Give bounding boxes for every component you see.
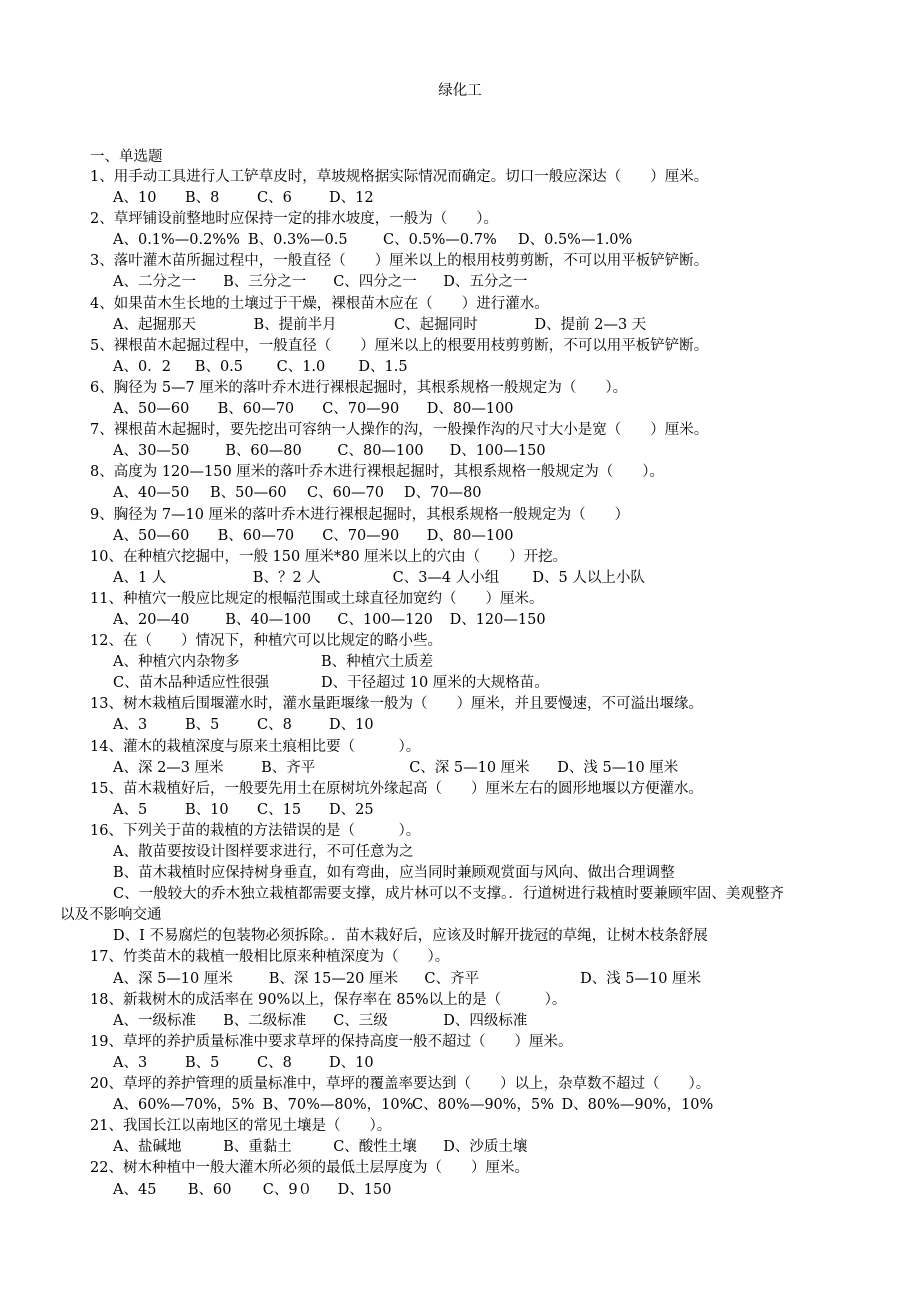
option: B、重黏土 bbox=[223, 1139, 292, 1156]
option: B、50—60 bbox=[210, 485, 287, 502]
question bbox=[0, 694, 920, 736]
options-row bbox=[0, 188, 920, 209]
option: D、10 bbox=[329, 717, 374, 734]
option: C、80—100 bbox=[337, 443, 424, 460]
option: A、一级标准 bbox=[113, 1012, 196, 1029]
question bbox=[0, 336, 920, 378]
option: B、8 bbox=[185, 190, 220, 207]
option: B、70%—80%，10% bbox=[262, 1097, 414, 1114]
question bbox=[0, 251, 920, 293]
question-list bbox=[0, 167, 920, 1201]
options-row bbox=[0, 800, 920, 821]
question-text: 1、用手动工具进行人工铲草皮时，草坡规格据实际情况而确定。切口一般应深达（ ）厘米。 bbox=[90, 169, 709, 185]
question-text: 20、草坪的养护管理的质量标准中，草坪的覆盖率要达到（ ）以上，杂草数不超过（ ）。 bbox=[90, 1076, 711, 1093]
question-text: 6、胸径为 5—7 厘米的落叶乔木进行裸根起掘时，其根系规格一般规定为（ ）。 bbox=[90, 379, 628, 396]
document-title: 绿化工 bbox=[438, 83, 482, 99]
option: B、5 bbox=[185, 717, 220, 734]
options-row bbox=[0, 1137, 920, 1158]
option: D、10 bbox=[329, 1054, 374, 1071]
option: D、120—150 bbox=[449, 611, 546, 628]
question-text: 12、在（ ）情况下，种植穴可以比规定的略小些。 bbox=[90, 633, 442, 650]
option: B、深 15—20 厘米 bbox=[268, 970, 398, 987]
option: C、8 bbox=[257, 1054, 292, 1071]
option: C、3—4 人小组 bbox=[392, 569, 500, 586]
option-line: 以及不影响交通 bbox=[60, 907, 162, 924]
options-row bbox=[0, 652, 920, 673]
question-text: 10、在种植穴挖掘中，一般 150 厘米*80 厘米以上的穴由（ ）开挖。 bbox=[90, 548, 568, 565]
option: D、浅 5—10 厘米 bbox=[580, 970, 702, 987]
option: A、深 2—3 厘米 bbox=[113, 759, 224, 776]
option: C、80%—90%，5% bbox=[412, 1097, 555, 1114]
question bbox=[0, 420, 920, 462]
option: C、1.0 bbox=[276, 358, 326, 375]
option: D、80%—90%，10% bbox=[561, 1097, 714, 1114]
option: A、深 5—10 厘米 bbox=[113, 970, 233, 987]
question bbox=[0, 947, 920, 989]
question bbox=[0, 167, 920, 209]
option: B、0.3%—0.5 bbox=[248, 232, 348, 249]
options-row bbox=[0, 758, 920, 779]
question-text: 11、种植穴一般应比规定的根幅范围或土球直径加宽约（ ）厘米。 bbox=[90, 590, 544, 607]
option: D、100—150 bbox=[449, 443, 546, 460]
options-row bbox=[0, 315, 920, 336]
option: A、0.1%—0.2%% bbox=[113, 232, 240, 249]
options-row bbox=[0, 1095, 920, 1116]
option: A、1 人 bbox=[113, 569, 167, 586]
option: D、提前 2—3 天 bbox=[534, 316, 647, 333]
option: C、8 bbox=[257, 717, 292, 734]
options-row bbox=[0, 673, 920, 694]
option: A、50—60 bbox=[113, 527, 190, 544]
question bbox=[0, 1158, 920, 1200]
question-text: 13、树木栽植后围堰灌水时，灌水量距堰缘一般为（ ）厘米，并且要慢速，不可溢出堰缘。 bbox=[90, 696, 703, 713]
question bbox=[0, 821, 920, 948]
question-text: 22、树木种植中一般大灌木所必须的最低土层厚度为（ ）厘米。 bbox=[90, 1160, 529, 1177]
options-row bbox=[0, 568, 920, 589]
option: C、60—70 bbox=[307, 485, 384, 502]
option: C、9０ bbox=[262, 1181, 313, 1198]
option: D、沙质土壤 bbox=[443, 1139, 528, 1156]
option: D、80—100 bbox=[426, 527, 514, 544]
option-line: C、一般较大的乔木独立栽植都需要支撑，成片林可以不支撑。．行道树进行栽植时要兼顾牢固、美观整齐 bbox=[113, 886, 784, 903]
option: A、45 bbox=[113, 1181, 157, 1198]
question bbox=[0, 505, 920, 547]
question bbox=[0, 378, 920, 420]
option: B、60—70 bbox=[217, 401, 295, 418]
option: C、70—90 bbox=[322, 527, 400, 544]
question bbox=[0, 294, 920, 336]
question-text: 4、如果苗木生长地的土壤过于干燥，裸根苗木应在（ ）进行灌水。 bbox=[90, 295, 549, 312]
option: B、60—80 bbox=[225, 443, 302, 460]
option: A、0．2 bbox=[113, 358, 171, 375]
question bbox=[0, 209, 920, 251]
option: B、60—70 bbox=[217, 527, 295, 544]
option: A、3 bbox=[113, 717, 148, 734]
option: A、60%—70%，5% bbox=[113, 1097, 255, 1114]
option: A、种植穴内杂物多 bbox=[113, 654, 240, 671]
option: C、酸性土壤 bbox=[333, 1139, 417, 1156]
option: D、四级标准 bbox=[443, 1012, 528, 1029]
option: D、0.5%—1.0% bbox=[518, 232, 633, 249]
option: C、四分之一 bbox=[333, 274, 417, 291]
question-text: 3、落叶灌木苗所掘过程中，一般直径（ ）厘米以上的根用枝剪剪断，不可以用平板铲铲断。 bbox=[90, 253, 709, 270]
option-line: A、散苗要按设计图样要求进行，不可任意为之 bbox=[113, 844, 414, 860]
option-line: B、苗木栽植时应保持树身垂直，如有弯曲，应当同时兼顾观赏面与风向、做出合理调整 bbox=[113, 865, 675, 882]
option: A、30—50 bbox=[113, 443, 190, 460]
option-line: D、I 不易腐烂的包装物必须拆除。．苗木栽好后，应该及时解开拢冠的草绳，让树木枝条舒展 bbox=[113, 928, 708, 945]
option: C、齐平 bbox=[424, 970, 479, 987]
option: B、？2 人 bbox=[252, 569, 321, 586]
question bbox=[0, 737, 920, 779]
option: B、0.5 bbox=[194, 358, 244, 375]
question-text: 5、裸根苗木起掘过程中，一般直径（ ）厘米以上的根要用枝剪剪断，不可以用平板铲铲断。 bbox=[90, 337, 709, 354]
options-row bbox=[0, 1011, 920, 1032]
question-text: 18、新栽树木的成活率在 90%以上，保存率在 85%以上的是（ ）。 bbox=[90, 991, 567, 1008]
question-text: 19、草坪的养护质量标准中要求草坪的保持高度一般不超过（ ）厘米。 bbox=[90, 1033, 573, 1050]
option: C、三级 bbox=[333, 1012, 388, 1029]
option: C、70—90 bbox=[322, 401, 400, 418]
option: C、起掘同时 bbox=[394, 316, 478, 333]
option: D、150 bbox=[337, 1181, 392, 1198]
question-text: 7、裸根苗木起掘时，要先挖出可容纳一人操作的沟，一般操作沟的尺寸大小是宽（ ）厘米。 bbox=[90, 422, 709, 439]
question bbox=[0, 779, 920, 821]
question bbox=[0, 462, 920, 504]
options-row bbox=[0, 1180, 920, 1201]
option: D、五分之一 bbox=[443, 274, 528, 291]
question bbox=[0, 1074, 920, 1116]
option: B、10 bbox=[185, 801, 229, 818]
question-text: 14、灌木的栽植深度与原来土痕相比要（ ）。 bbox=[90, 738, 421, 755]
options-row bbox=[0, 610, 920, 631]
option: B、齐平 bbox=[261, 759, 316, 776]
option: D、70—80 bbox=[404, 485, 482, 502]
question-text: 8、高度为 120—150 厘米的落叶乔木进行裸根起掘时，其根系规格一般规定为（ ）。 bbox=[90, 464, 665, 481]
option: D、80—100 bbox=[426, 401, 514, 418]
options-row bbox=[0, 272, 920, 293]
option: A、3 bbox=[113, 1054, 148, 1071]
question-text: 9、胸径为 7—10 厘米的落叶乔木进行裸根起掘时，其根系规格一般规定为（ ） bbox=[90, 506, 630, 523]
question-text: 15、苗木栽植好后，一般要先用土在原树坑外缘起高（ ）厘米左右的圆形地堰以方便灌水。 bbox=[90, 780, 703, 797]
option: B、三分之一 bbox=[223, 274, 307, 291]
question bbox=[0, 990, 920, 1032]
option: C、0.5%—0.7% bbox=[383, 232, 497, 249]
option: A、盐碱地 bbox=[113, 1139, 182, 1156]
options-row bbox=[0, 230, 920, 251]
option: D、25 bbox=[329, 801, 374, 818]
option: B、60 bbox=[187, 1181, 232, 1198]
option: B、种植穴土质差 bbox=[321, 654, 434, 671]
option: A、40—50 bbox=[113, 485, 190, 502]
option: A、起掘那天 bbox=[113, 316, 196, 333]
option: C、6 bbox=[257, 190, 292, 207]
option: D、1.5 bbox=[358, 358, 408, 375]
question-text: 17、竹类苗木的栽植一般相比原来种植深度为（ ）。 bbox=[90, 949, 450, 966]
option: A、50—60 bbox=[113, 401, 190, 418]
option: B、二级标准 bbox=[223, 1012, 307, 1029]
question bbox=[0, 631, 920, 694]
option: C、100—120 bbox=[337, 611, 433, 628]
option: D、浅 5—10 厘米 bbox=[557, 759, 679, 776]
option: D、12 bbox=[329, 190, 374, 207]
options-row bbox=[0, 715, 920, 736]
option: A、10 bbox=[113, 190, 157, 207]
options-row bbox=[0, 357, 920, 378]
question bbox=[0, 1032, 920, 1074]
options-row bbox=[0, 399, 920, 420]
options-row bbox=[0, 526, 920, 547]
option: D、5 人以上小队 bbox=[532, 569, 645, 586]
option: C、深 5—10 厘米 bbox=[409, 759, 530, 776]
option: C、15 bbox=[257, 801, 302, 818]
option: A、5 bbox=[113, 801, 148, 818]
question bbox=[0, 589, 920, 631]
options-row bbox=[0, 1053, 920, 1074]
option: A、二分之一 bbox=[113, 274, 196, 291]
question bbox=[0, 547, 920, 589]
options-row bbox=[0, 441, 920, 462]
option: B、提前半月 bbox=[253, 316, 337, 333]
options-row bbox=[0, 483, 920, 504]
question-text: 21、我国长江以南地区的常见土壤是（ ）。 bbox=[90, 1118, 392, 1135]
question-text: 16、下列关于苗的栽植的方法错误的是（ ）。 bbox=[90, 822, 421, 839]
question bbox=[0, 1116, 920, 1158]
option: D、干径超过 10 厘米的大规格苗。 bbox=[321, 675, 549, 692]
option: A、20—40 bbox=[113, 611, 190, 628]
option: C、苗木品种适应性很强 bbox=[113, 675, 270, 692]
option: B、5 bbox=[185, 1054, 220, 1071]
section-title: 一、单选题 bbox=[90, 149, 163, 165]
option: B、40—100 bbox=[225, 611, 311, 628]
options-row bbox=[0, 969, 920, 990]
question-text: 2、草坪铺设前整地时应保持一定的排水坡度，一般为（ ）。 bbox=[90, 211, 498, 228]
